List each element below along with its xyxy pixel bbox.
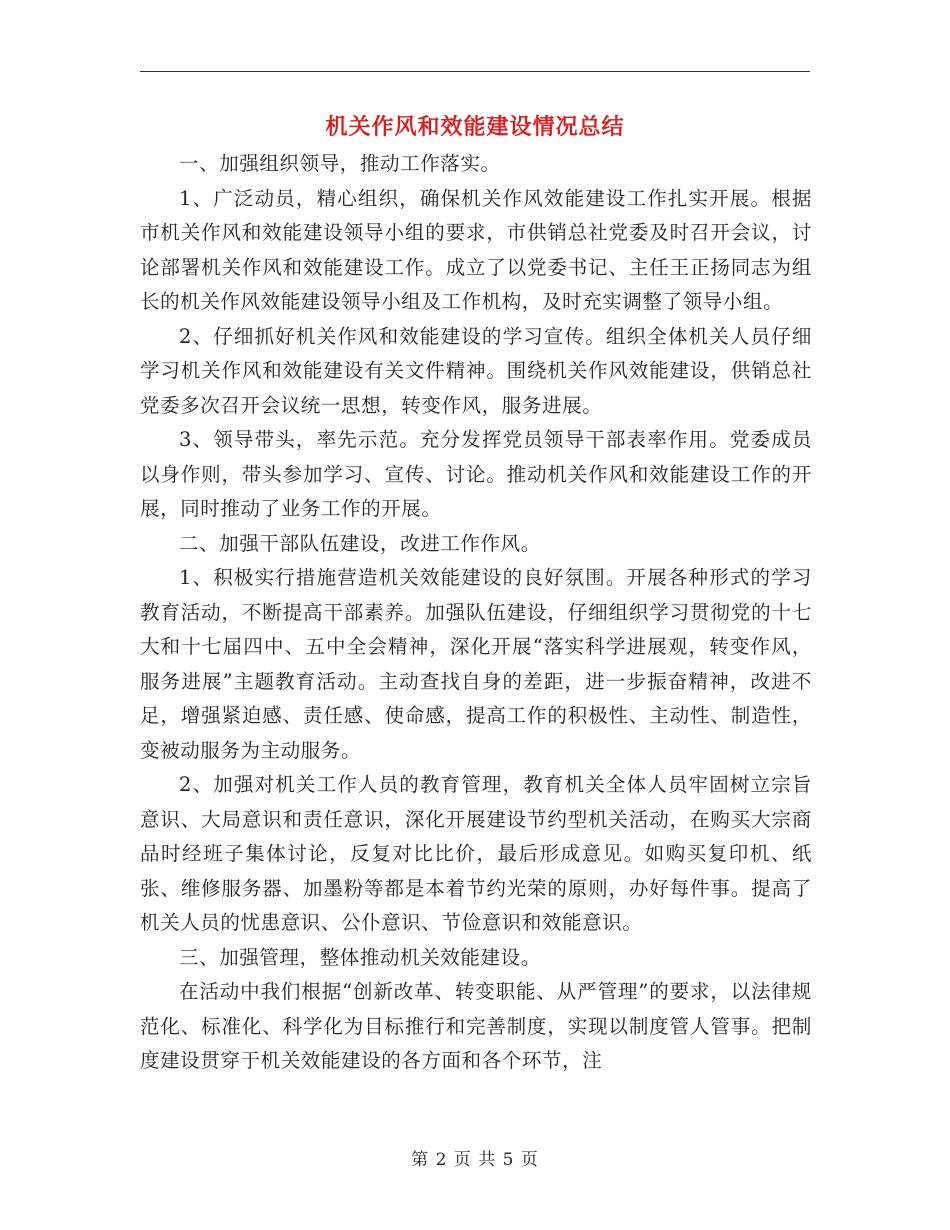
paragraph-1-1: 1、广泛动员，精心组织，确保机关作风效能建设工作扎实开展。根据市机关作风和效能建设领导小组的要求，市供销总社党委及时召开会议，讨论部署机关作风和效能建设工作。成立了以党委书记、主任王正扬同志为组长的机关作风效能建设领导小组及工作机构，及时充实调整了领导小组。	[140, 186, 812, 313]
header-rule	[140, 71, 810, 72]
document-title: 机关作风和效能建设情况总结	[325, 114, 625, 140]
paragraph-section-2-heading: 二、加强干部队伍建设，改进工作作风。	[179, 531, 541, 555]
page-footer: 第 2 页 共 5 页	[411, 1150, 539, 1170]
paragraph-2-2: 2、加强对机关工作人员的教育管理，教育机关全体人员牢固树立宗旨意识、大局意识和责任意识，深化开展建设节约型机关活动，在购买大宗商品时经班子集体讨论，反复对比比价，最后形成意见。如购买复印机、纸张、维修服务器、加墨粉等都是本着节约光荣的原则，办好每件事。提高了机关人员的忧患意识、公仆意识、节俭意识和效能意识。	[140, 773, 812, 934]
paragraph-1-3: 3、领导带头，率先示范。充分发挥党员领导干部表率作用。党委成员以身作则，带头参加学习、宣传、讨论。推动机关作风和效能建设工作的开展，同时推动了业务工作的开展。	[140, 428, 812, 520]
document-body	[140, 147, 812, 1079]
paragraph-3-1: 在活动中我们根据“创新改革、转变职能、从严管理”的要求，以法律规范化、标准化、科学化为目标推行和完善制度，实现以制度管人管事。把制度建设贯穿于机关效能建设的各方面和各个环节，注	[140, 980, 812, 1072]
paragraph-section-3-heading: 三、加强管理，整体推动机关效能建设。	[179, 945, 541, 969]
paragraph-section-1-heading: 一、加强组织领导，推动工作落实。	[179, 152, 501, 175]
paragraph-2-1: 1、积极实行措施营造机关效能建设的良好氛围。开展各种形式的学习教育活动，不断提高干部素养。加强队伍建设，仔细组织学习贯彻党的十七大和十七届四中、五中全会精神，深化开展“落实科学进展观，转变作风，服务进展”主题教育活动。主动查找自身的差距，进一步振奋精神，改进不足，增强紧迫感、责任感、使命感，提高工作的积极性、主动性、制造性，变被动服务为主动服务。	[140, 566, 812, 762]
paragraph-1-2: 2、仔细抓好机关作风和效能建设的学习宣传。组织全体机关人员仔细学习机关作风和效能建设有关文件精神。围绕机关作风效能建设，供销总社党委多次召开会议统一思想，转变作风，服务进展。	[140, 324, 812, 417]
